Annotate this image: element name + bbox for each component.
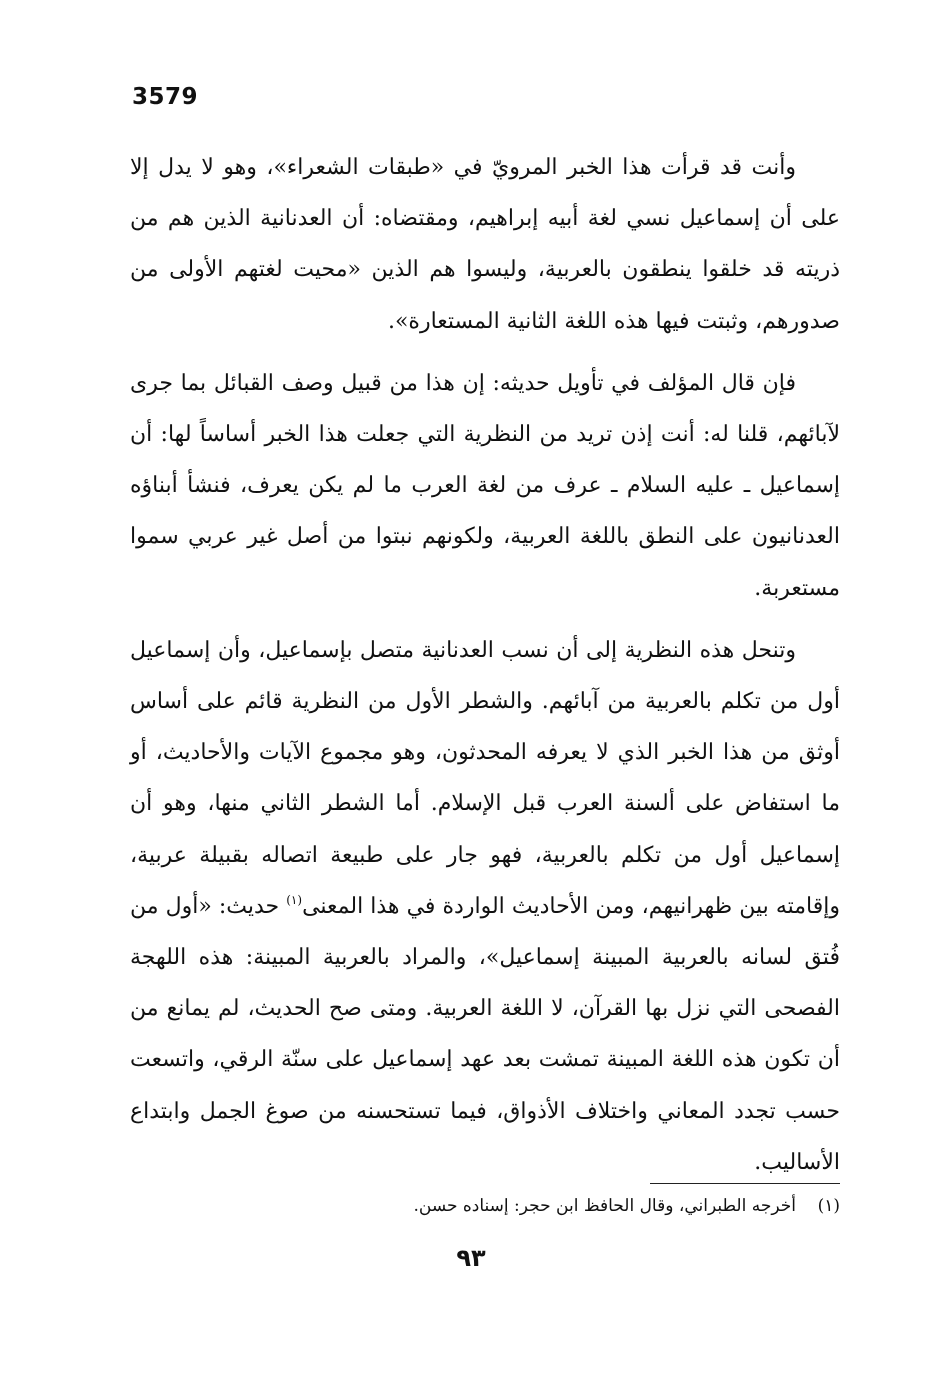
- footnote-reference: (١): [286, 892, 303, 907]
- footnote-text: أخرجه الطبراني، وقال الحافظ ابن حجر: إسناده حسن.: [413, 1196, 796, 1216]
- main-text: [130, 142, 840, 1199]
- footnote-marker: (١): [817, 1196, 840, 1216]
- paragraph-2: فإن قال المؤلف في تأويل حديثه: إن هذا من قبيل وصف القبائل بما جرى لآبائهم، قلنا له: أنت إذن تريد من النظرية التي جعلت هذا الخبر أساساً لها: أن إسماعيل ـ عليه السلام ـ عرف من لغة العرب ما لم يكن يعرف، فنشأ أبناؤه العدنانيون على النطق باللغة العربية، ولكونهم نبتوا من أصل غير عربي سموا مستعربة.: [130, 370, 840, 601]
- paragraph-3: [130, 625, 840, 1188]
- page-number: ٩٣: [456, 1244, 486, 1272]
- footnote: [130, 1191, 840, 1221]
- document-id-number: 3579: [132, 84, 199, 110]
- paragraph-3-text-after: حديث: «أول من فُتق لسانه بالعربية المبينة إسماعيل»، والمراد بالعربية المبينة: هذه اللهجة الفصحى التي نزل بها القرآن، لا اللغة العربية. ومتى صح الحديث، لم يمانع من أن تكون هذه اللغة المبينة تمشت بعد عهد إسماعيل على سنّة الرقي، واتسعت حسب تجدد المعاني واختلاف الأذواق، فيما تستحسنه من صوغ الجمل وابتداع الأساليب.: [130, 893, 840, 1175]
- paragraph-3-text-before: وتنحل هذه النظرية إلى أن نسب العدنانية متصل بإسماعيل، وأن إسماعيل أول من تكلم بالعربية من آبائهم. والشطر الأول من النظرية قائم على أساس أوثق من هذا الخبر الذي لا يعرفه المحدثون، وهو مجموع الآيات والأحاديث، أو ما استفاض على ألسنة العرب قبل الإسلام. أما الشطر الثاني منها، وهو أن إسماعيل أول من تكلم بالعربية، فهو جار على طبيعة اتصاله بقبيلة عربية، وإقامته بين ظهرانيهم، ومن الأحاديث الواردة في هذا المعنى: [130, 637, 841, 919]
- paragraph-1: وأنت قد قرأت هذا الخبر المرويّ في «طبقات الشعراء»، وهو لا يدل إلا على أن إسماعيل نسي لغة أبيه إبراهيم، ومقتضاه: أن العدنانية الذين هم من ذريته قد خلقوا ينطقون بالعربية، وليسوا هم الذين «محيت لغتهم الأولى من صدورهم، وثبتت فيها هذه اللغة الثانية المستعارة».: [130, 155, 840, 334]
- footnote-divider: [650, 1183, 840, 1184]
